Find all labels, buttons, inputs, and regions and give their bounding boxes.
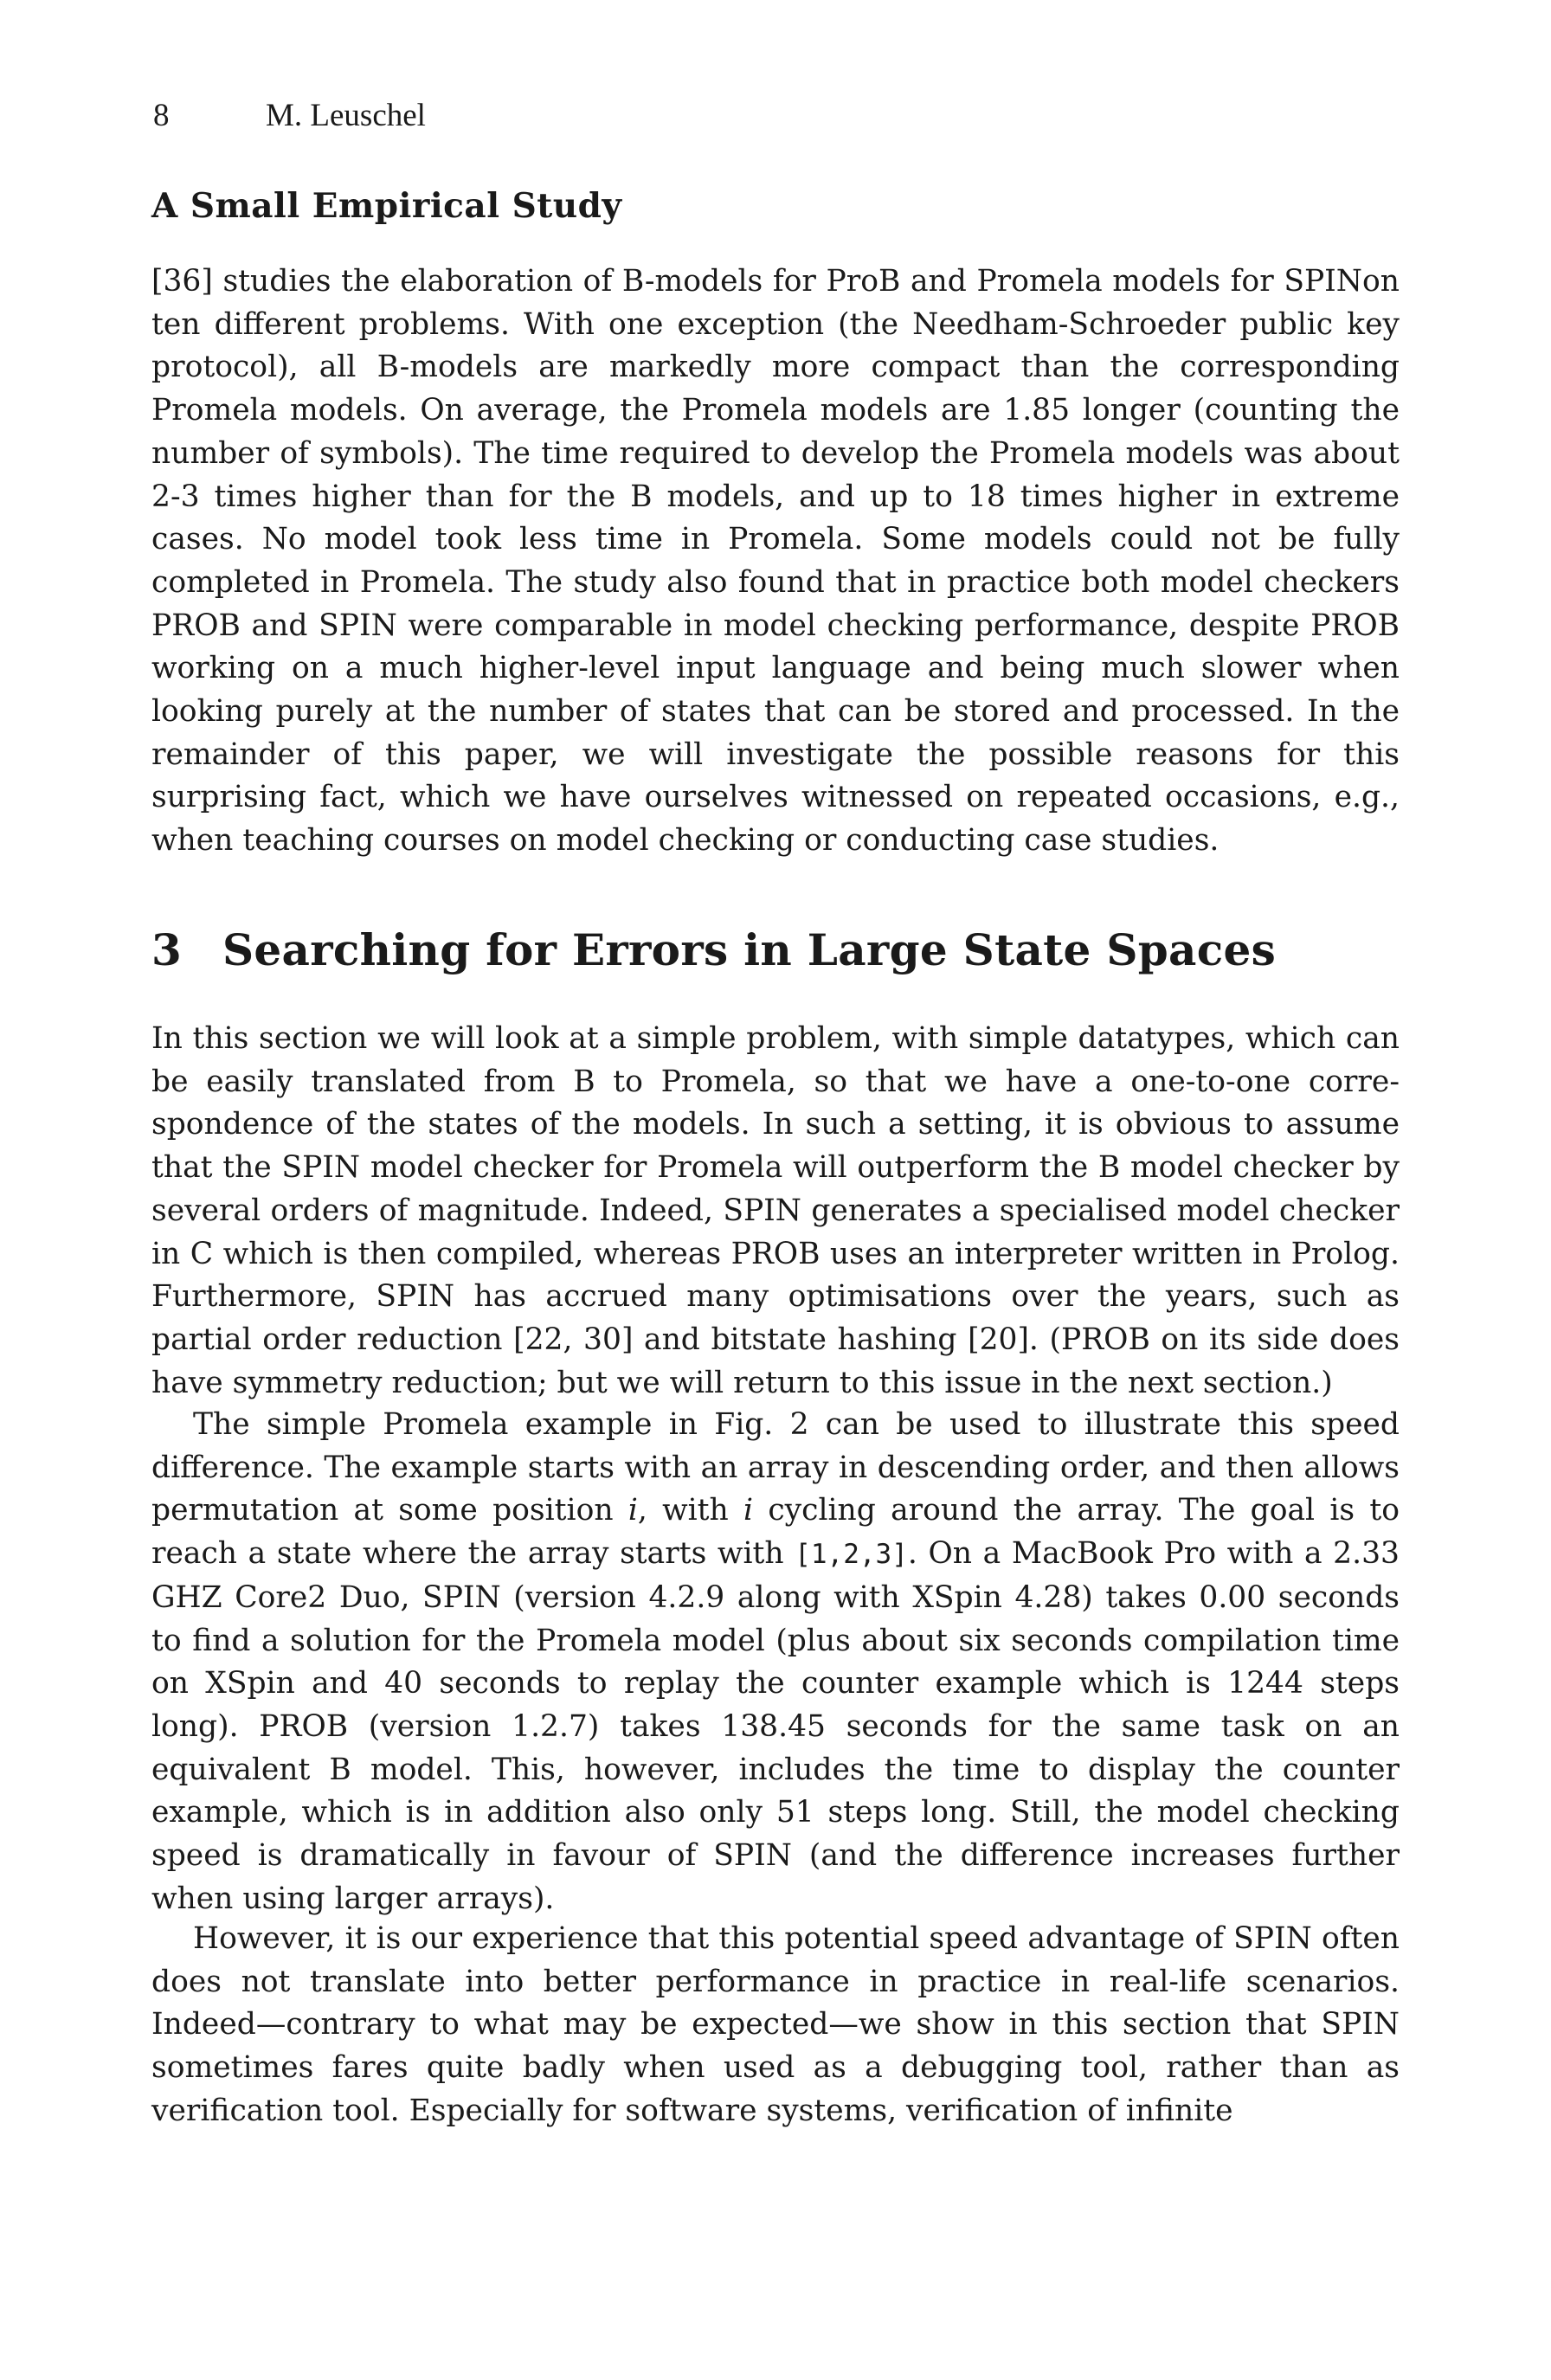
paragraph-speed-example: The simple Promela example in Fig. 2 can be used to illustrate this speed difference. The example starts with an array in descending order, and then allows permutation at some position i, with i cycling around the array. The goal is to reach a state where the array starts with [1,2,3]. On a MacBook Pro with a 2.33 GHZ Core2 Duo, SPIN (version 4.2.9 along with XSpin 4.28) takes 0.00 seconds to find a solution for the Promela model (plus about six seconds compilation time on XSpin and 40 seconds to replay the counter example which is 1244 steps long). PROB (version 1.2.7) takes 138.45 seconds for the same task on an equivalent B model. This, however, includes the time to display the counter example, which is in addition also only 51 steps long. Still, the model checking speed is dramatically in favour of SPIN (and the difference increases further when using larger arrays). <box>151 1407 1400 1916</box>
running-header <box>153 97 426 134</box>
section-number: 3 <box>151 924 183 975</box>
paragraph-practice: However, it is our experience that this potential speed advantage of SPIN often does not translate into better performance in practice in real-life scenarios. Indeed—contrary to what may be expected—we show in this section that SPIN sometimes fares quite badly when used as a debugging tool, rather than as verification tool. Especially for software systems, verification of infinite <box>151 1921 1400 2128</box>
paragraph-empirical-study: [36] studies the elaboration of B-models for ProB and Promela models for SPINon ten different problems. With one exception (the Needham-Schroeder public key protocol), all B-models are markedly more compact than the corresponding Promela models. On average, the Promela models are 1.85 longer (counting the number of symbols). The time required to develop the Promela models was about 2-3 times higher than for the B models, and up to 18 times higher in extreme cases. No model took less time in Promela. Some models could not be fully completed in Promela. The study also found that in practice both model checkers PROB and SPIN were comparable in model checking performance, despite PROB working on a much higher-level input language and being much slower when looking purely at the number of states that can be stored and processed. In the remainder of this paper, we will investigate the possible reasons for this surprising fact, which we have ourselves witnessed on repeated occasions, e.g., when teaching courses on model checking or conducting case studies. <box>151 264 1400 859</box>
section-heading <box>151 924 1276 975</box>
page-number: 8 <box>153 98 170 133</box>
array-literal: [1,2,3] <box>795 1539 908 1571</box>
section-title: Searching for Errors in Large State Spaces <box>222 924 1277 975</box>
running-author: M. Leuschel <box>266 98 426 133</box>
paragraph-section-intro: In this section we will look at a simple problem, with simple datatypes, which can be easily translated from B to Promela, so that we have a one-to-one correspondence of the states of the models. In such a setting, it is obvious to assume that the SPIN model checker for Promela will outperform the B model checker by several orders of magnitude. Indeed, SPIN generates a specialised model checker in C which is then compiled, whereas PROB uses an interpreter written in Prolog. Furthermore, SPIN has accrued many optimisations over the years, such as partial order reduction [22, 30] and bitstate hashing [20]. (PROB on its side does have symmetry reduction; but we will return to this issue in the next section.) <box>151 1021 1400 1400</box>
subsection-heading: A Small Empirical Study <box>151 186 622 226</box>
